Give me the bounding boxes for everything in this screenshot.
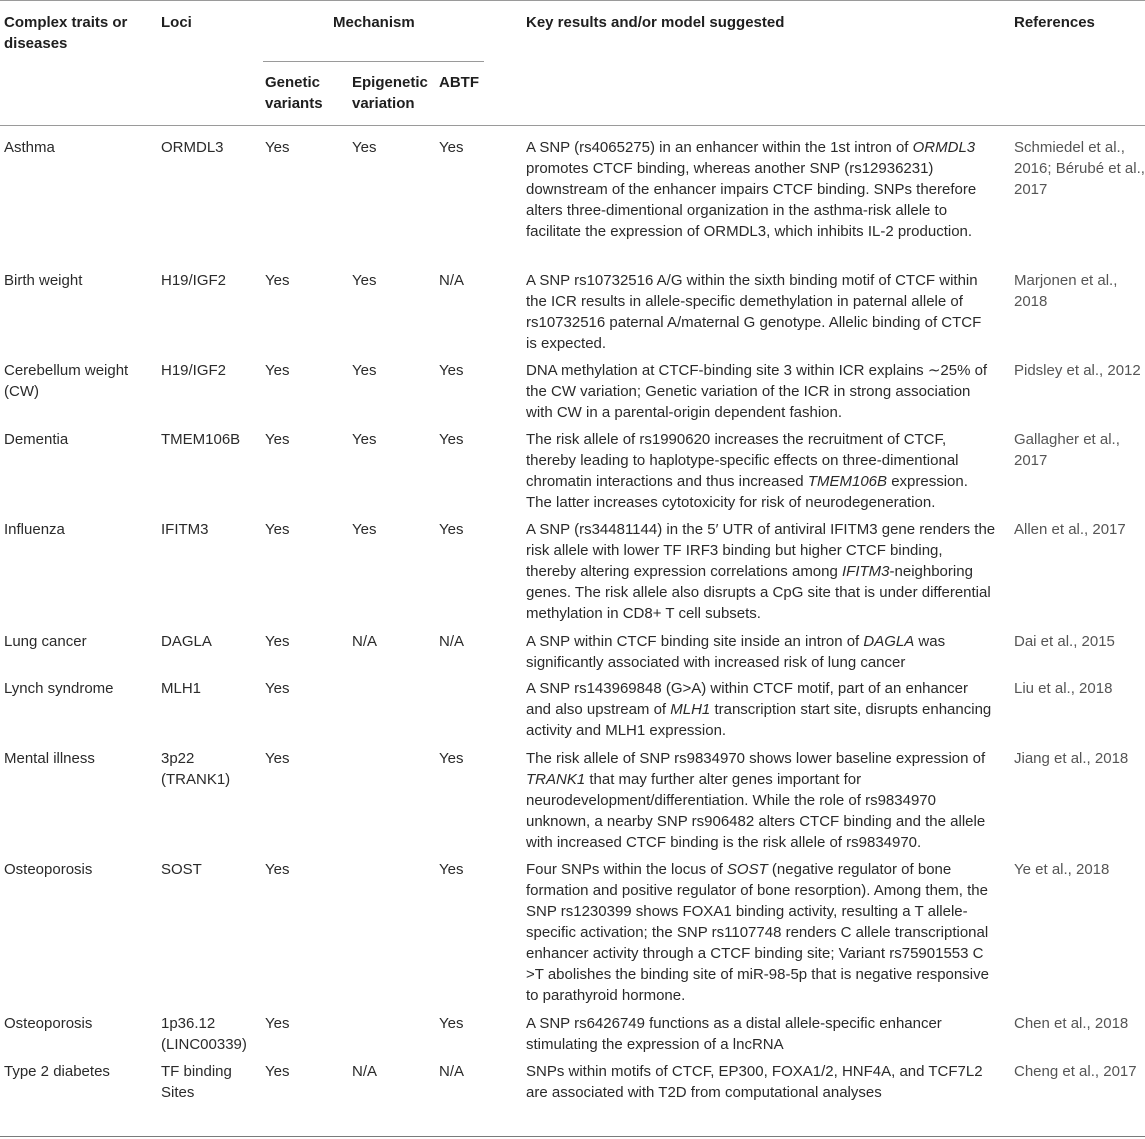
cell-reference: Dai et al., 2015 [1014, 633, 1115, 650]
header-loci: Loci [161, 14, 192, 31]
cell-loci: SOST [161, 861, 202, 878]
header-rule [0, 125, 1145, 126]
cell-reference: Chen et al., 2018 [1014, 1015, 1129, 1032]
result-text: was significantly associated with increased risk of lung cancer [526, 633, 946, 671]
cell-trait: Lung cancer [4, 633, 87, 650]
result-text: -neighboring genes. The risk allele also disrupts a CpG site that is under differential methylation in CD8+ T cell subsets. [526, 563, 991, 622]
cell-genetic: Yes [265, 431, 290, 448]
cell-loci: ORMDL3 [161, 139, 224, 156]
cell-reference: Marjonen et al., 2018 [1014, 272, 1118, 310]
cell-abtf: Yes [439, 139, 464, 156]
cell-trait: Mental illness [4, 750, 95, 767]
cell-trait: Asthma [4, 139, 55, 156]
cell-epigenetic: Yes [352, 139, 377, 156]
cell-epigenetic: Yes [352, 431, 377, 448]
result-text: A SNP rs143969848 (G>A) within CTCF motif, part of an enhancer and also upstream of [526, 680, 969, 718]
result-text: A SNP rs6426749 functions as a distal allele-specific enhancer stimulating the expression of a lncRNA [526, 1015, 942, 1053]
header-mechanism: Mechanism [333, 14, 415, 31]
cell-result [526, 270, 996, 354]
table-top-rule [0, 0, 1145, 1]
header-genetic: Genetic variants [265, 74, 323, 112]
cell-trait: Lynch syndrome [4, 680, 114, 697]
cell-epigenetic: N/A [352, 1063, 378, 1080]
result-text: The risk allele of SNP rs9834970 shows lower baseline expression of [526, 750, 986, 767]
cell-trait: Osteoporosis [4, 1015, 93, 1032]
cell-reference: Gallagher et al., 2017 [1014, 431, 1120, 469]
cell-genetic: Yes [265, 362, 290, 379]
cell-reference: Ye et al., 2018 [1014, 861, 1110, 878]
cell-trait: Dementia [4, 431, 69, 448]
cell-abtf: N/A [439, 633, 465, 650]
cell-abtf: Yes [439, 362, 464, 379]
gene-name: TMEM106B [807, 473, 888, 490]
cell-genetic: Yes [265, 633, 290, 650]
result-text: The risk allele of rs1990620 increases the recruitment of CTCF, thereby leading to haplotype-specific effects on three-dimentional chromatin interactions and thus increased [526, 431, 959, 490]
cell-loci: MLH1 [161, 680, 202, 697]
cell-result [526, 678, 996, 741]
result-text: that may further alter genes important for neurodevelopment/differentiation. While the role of rs9834970 unknown, a nearby SNP rs906482 alters CTCF binding and the allele with increased CTCF binding is the risk allele of rs9834970. [526, 771, 986, 851]
cell-loci: H19/IGF2 [161, 362, 227, 379]
cell-abtf: N/A [439, 272, 465, 289]
cell-abtf: N/A [439, 1063, 465, 1080]
result-text: Four SNPs within the locus of [526, 861, 727, 878]
cell-genetic: Yes [265, 272, 290, 289]
cell-loci: H19/IGF2 [161, 272, 227, 289]
cell-epigenetic: Yes [352, 272, 377, 289]
header-results: Key results and/or model suggested [526, 14, 785, 31]
cell-reference: Pidsley et al., 2012 [1014, 362, 1141, 379]
cell-genetic: Yes [265, 1015, 290, 1032]
cell-genetic: Yes [265, 861, 290, 878]
gene-name: IFITM3 [842, 563, 890, 580]
result-text: SNPs within motifs of CTCF, EP300, FOXA1/2, HNF4A, and TCF7L2 are associated with T2D from computational analyses [526, 1063, 983, 1101]
cell-trait: Birth weight [4, 272, 83, 289]
gene-name: MLH1 [670, 701, 711, 718]
gene-name: SOST [726, 861, 768, 878]
cell-reference: Liu et al., 2018 [1014, 680, 1113, 697]
gene-name: TRANK1 [526, 771, 586, 788]
cell-result [526, 519, 996, 624]
cell-genetic: Yes [265, 750, 290, 767]
result-text: DNA methylation at CTCF-binding site 3 within ICR explains ∼25% of the CW variation; Genetic variation of the ICR in strong association with CW in a parental-origin dependent fashion. [526, 362, 988, 421]
cell-loci: 3p22 (TRANK1) [161, 750, 231, 788]
cell-result [526, 137, 996, 242]
table-bottom-rule [0, 1136, 1145, 1137]
cell-trait: Influenza [4, 521, 65, 538]
cell-trait: Cerebellum weight (CW) [4, 362, 129, 400]
header-epigenetic: Epigenetic variation [352, 74, 428, 112]
gene-name: DAGLA [863, 633, 915, 650]
cell-abtf: Yes [439, 521, 464, 538]
cell-genetic: Yes [265, 1063, 290, 1080]
cell-epigenetic: Yes [352, 362, 377, 379]
cell-reference: Schmiedel et al., 2016; Bérubé et al., 2017 [1014, 139, 1145, 198]
cell-reference: Jiang et al., 2018 [1014, 750, 1129, 767]
cell-result [526, 748, 996, 853]
mechanism-rule [263, 61, 484, 62]
cell-reference: Allen et al., 2017 [1014, 521, 1126, 538]
cell-epigenetic: Yes [352, 521, 377, 538]
header-abtf: ABTF [439, 74, 479, 91]
cell-abtf: Yes [439, 431, 464, 448]
result-text: (negative regulator of bone formation and positive regulator of bone resorption). Among them, the SNP rs1230399 shows FOXA1 binding activity, resulting a T allele-specific activation; the SNP rs1107748 renders C allele transcriptional enhancer activity through a CTCF binding site; Variant rs75901553 C >T abolishes the binding site of miR-98-5p that is negative responsive to parathyroid hormone. [526, 861, 989, 1004]
cell-loci: DAGLA [161, 633, 212, 650]
cell-trait: Osteoporosis [4, 861, 93, 878]
cell-reference: Cheng et al., 2017 [1014, 1063, 1137, 1080]
result-text: A SNP (rs4065275) in an enhancer within the 1st intron of [526, 139, 913, 156]
cell-result [526, 859, 996, 1006]
result-text: A SNP within CTCF binding site inside an intron of [526, 633, 864, 650]
cell-abtf: Yes [439, 750, 464, 767]
cell-abtf: Yes [439, 861, 464, 878]
result-text: promotes CTCF binding, whereas another SNP (rs12936231) downstream of the enhancer impairs CTCF binding. SNPs therefore alters three-dimentional organization in the asthma-risk allele to facilitate the expression of ORMDL3, which inhibits IL-2 production. [526, 160, 977, 240]
cell-trait: Type 2 diabetes [4, 1063, 110, 1080]
header-trait: Complex traits or diseases [4, 14, 128, 52]
cell-result [526, 631, 996, 673]
cell-loci: IFITM3 [161, 521, 209, 538]
cell-result [526, 429, 996, 513]
result-text: expression. The latter increases cytotoxicity for risk of neurodegeneration. [526, 473, 968, 511]
result-text: A SNP (rs34481144) in the 5′ UTR of antiviral IFITM3 gene renders the risk allele with lower TF IRF3 binding but higher CTCF binding, thereby altering expression correlations among [526, 521, 996, 580]
cell-result [526, 360, 996, 423]
cell-genetic: Yes [265, 139, 290, 156]
cell-abtf: Yes [439, 1015, 464, 1032]
cell-loci: TF binding Sites [161, 1063, 232, 1101]
cell-loci: TMEM106B [161, 431, 241, 448]
result-text: transcription start site, disrupts enhancing activity and MLH1 expression. [526, 701, 992, 739]
result-text: A SNP rs10732516 A/G within the sixth binding motif of CTCF within the ICR results in allele-specific demethylation in paternal allele of rs10732516 paternal A/maternal G genotype. Allelic binding of CTCF is expected. [526, 272, 982, 352]
header-references: References [1014, 14, 1095, 31]
cell-result [526, 1013, 996, 1055]
cell-genetic: Yes [265, 521, 290, 538]
cell-loci: 1p36.12 (LINC00339) [161, 1015, 247, 1053]
cell-result [526, 1061, 996, 1103]
cell-epigenetic: N/A [352, 633, 378, 650]
gene-name: ORMDL3 [912, 139, 976, 156]
cell-genetic: Yes [265, 680, 290, 697]
